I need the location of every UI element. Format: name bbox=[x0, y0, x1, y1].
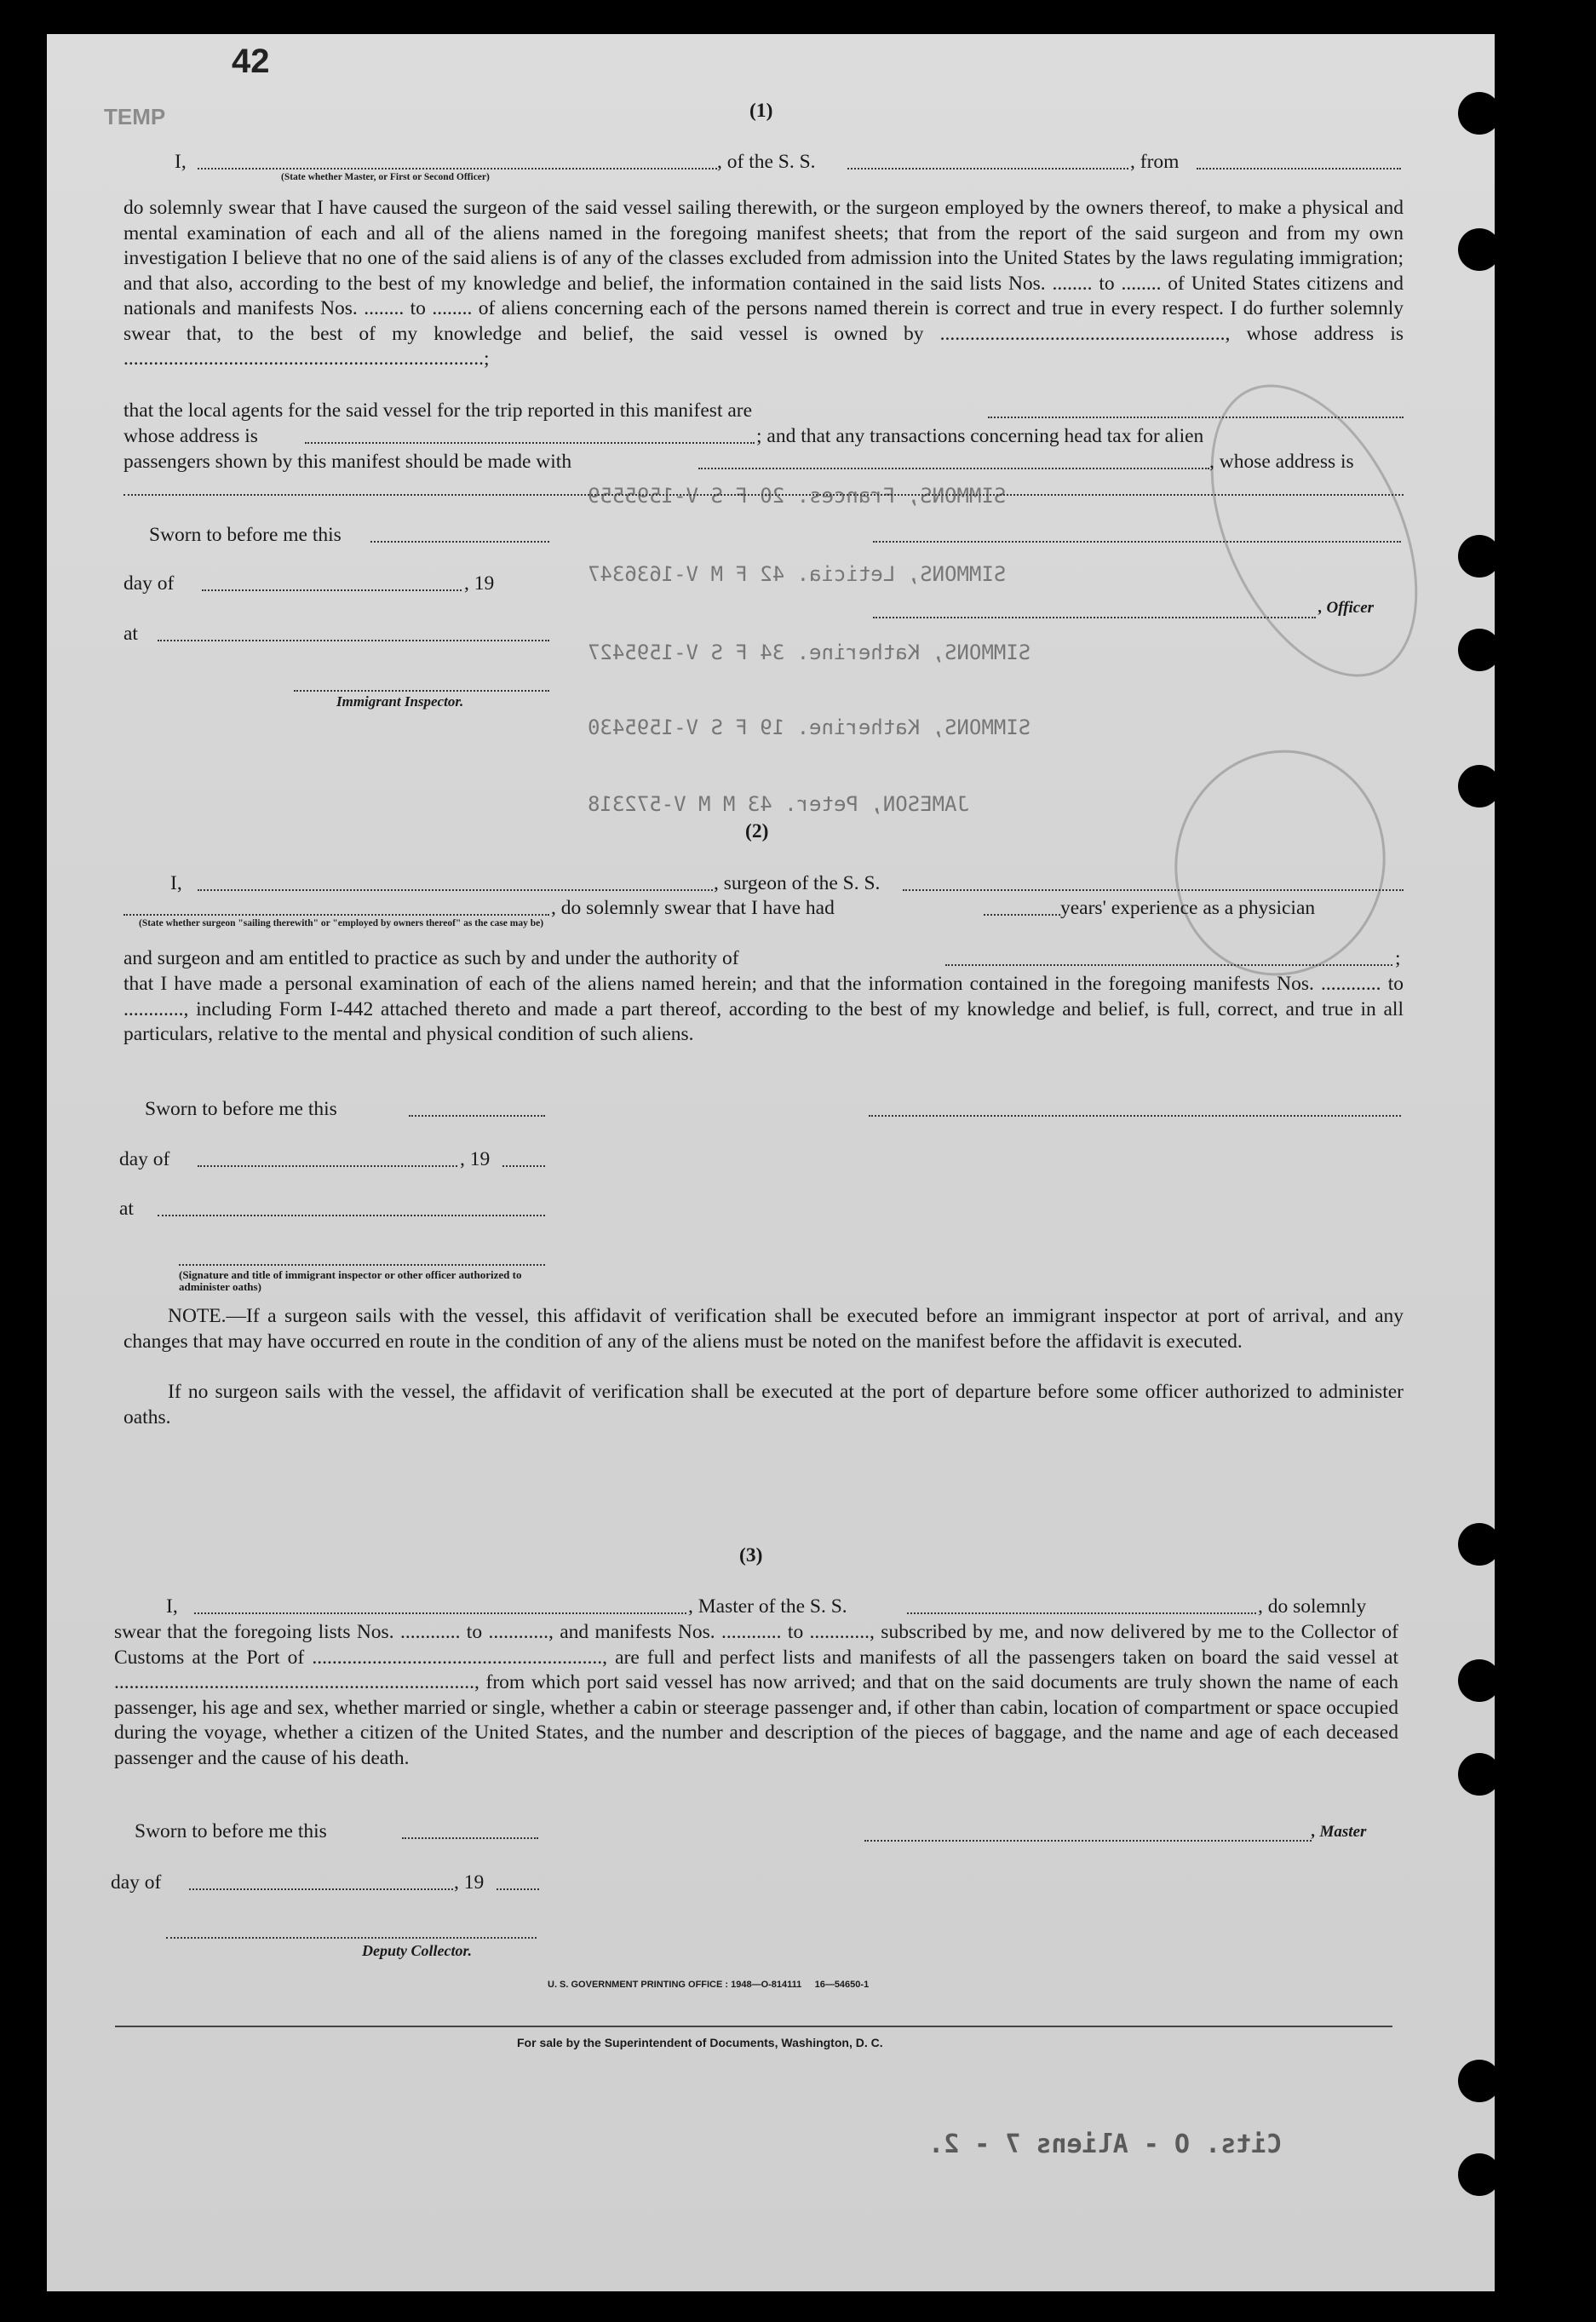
section3-ship-field[interactable] bbox=[907, 1611, 1256, 1614]
binder-hole bbox=[1458, 1523, 1501, 1566]
authority-label: and surgeon and am entitled to practice as such by and under the authority of bbox=[123, 947, 739, 969]
swear-label: , do solemnly swear that I have had bbox=[551, 897, 835, 919]
section3-i: I, bbox=[166, 1595, 178, 1618]
do-solemnly-label: , do solemnly bbox=[1258, 1595, 1367, 1618]
section2-at-label: at bbox=[119, 1198, 134, 1220]
master-label: , Master bbox=[1312, 1823, 1367, 1841]
section2-i: I, bbox=[170, 872, 182, 894]
agents-field[interactable] bbox=[988, 415, 1404, 418]
whose-address-label-2: , whose address is bbox=[1209, 451, 1354, 473]
binder-hole bbox=[1458, 1659, 1501, 1702]
surgeon-status-field[interactable] bbox=[123, 912, 549, 916]
section2-year-field[interactable] bbox=[502, 1164, 545, 1167]
faint-header: TEMP bbox=[104, 104, 166, 129]
head-tax-address-field[interactable] bbox=[123, 492, 1404, 496]
note-paragraph-2: If no surgeon sails with the vessel, the affidavit of verification shall be executed at the port of departure before some officer authorized to administer oaths. bbox=[123, 1381, 1404, 1428]
binder-hole bbox=[1458, 228, 1501, 271]
section2-sworn-label: Sworn to before me this bbox=[145, 1098, 337, 1120]
deputy-signature-field[interactable] bbox=[166, 1935, 537, 1939]
section2-day-of-label: day of bbox=[119, 1148, 170, 1170]
head-tax-label: ; and that any transactions concerning head tax for alien bbox=[756, 425, 1204, 447]
deputy-collector-label: Deputy Collector. bbox=[362, 1942, 472, 1959]
surgeon-of-label: , surgeon of the S. S. bbox=[714, 872, 881, 894]
binder-hole bbox=[1458, 1753, 1501, 1796]
bleedthrough-line: SIMMONS, Katherine. 34 F S V-1595427 bbox=[588, 641, 1031, 664]
section1-i: I, bbox=[175, 151, 187, 173]
binder-hole bbox=[1458, 765, 1501, 808]
section1-number: (1) bbox=[749, 100, 773, 122]
agents-label: that the local agents for the said vessel for the trip reported in this manifest are bbox=[123, 399, 753, 422]
surgeon-name-field[interactable] bbox=[198, 888, 713, 891]
authority-field[interactable] bbox=[945, 963, 1392, 966]
section2-at-field[interactable] bbox=[158, 1213, 545, 1216]
year-label: , 19 bbox=[464, 572, 495, 595]
head-tax-contact-field[interactable] bbox=[698, 466, 1209, 469]
officer-title-field[interactable] bbox=[873, 615, 1316, 618]
day-of-label: day of bbox=[123, 572, 175, 595]
section2-sig-note: (Signature and title of immigrant inspector or other officer authorized to administer oaths) bbox=[179, 1268, 522, 1293]
printing-office-line: U. S. GOVERNMENT PRINTING OFFICE : 1948—O-814111 16—54650-1 bbox=[548, 1980, 870, 1990]
master-of-label: , Master of the S. S. bbox=[688, 1595, 847, 1618]
rank-field[interactable] bbox=[198, 166, 717, 170]
form-page bbox=[47, 34, 1495, 2291]
sworn-label: Sworn to before me this bbox=[149, 524, 342, 546]
inspector-signature-field[interactable] bbox=[294, 688, 549, 692]
rank-note: (State whether Master, or First or Second Officer) bbox=[281, 172, 490, 182]
sworn-field[interactable] bbox=[370, 539, 549, 543]
section3-paragraph: swear that the foregoing lists Nos. ............ to ............, and manifests Nos. ............ to ............, subscribed by me, and now delivered by me to the Collector of Customs at the Port of .........................................................., are full and perfect lists and manifests of all the passengers taken on board the said vessel at ........................................................................, from which port said vessel has now arrived; and that on the said documents are truly shown the name of each passenger, his age and sex, whether married or single, whether a cabin or steerage passenger and, if other than cabin, location of compartment or space occupied during the voyage, whether a citizen of the United States, and the number and description of the pieces of baggage, and the name and age of each deceased passenger and the cause of his death. bbox=[114, 1621, 1398, 1769]
of-the-ss-label: , of the S. S. bbox=[717, 151, 816, 173]
page-number: 42 bbox=[232, 43, 270, 80]
bleedthrough-line: SIMMONS, Frances. 20 F S V-1595559 bbox=[588, 484, 1007, 508]
master-name-field[interactable] bbox=[194, 1611, 686, 1614]
officer-signature-field[interactable] bbox=[873, 539, 1401, 543]
section2-paragraph: that I have made a personal examination of each of the aliens named herein; and that the information contained in the foregoing manifests Nos. ............ to ............, including Form I-442 attached thereto and made a part thereof, according to the best of my knowledge and belief, is full, correct, and true in all particulars, relative to the mental and physical condition of such aliens. bbox=[123, 973, 1404, 1045]
day-field[interactable] bbox=[202, 588, 462, 591]
authority-semicolon: ; bbox=[1395, 947, 1401, 969]
section3-day-field[interactable] bbox=[189, 1887, 453, 1890]
years-exp-label: years' experience as a physician bbox=[1060, 897, 1316, 919]
officer-label: , Officer bbox=[1318, 599, 1375, 617]
surgeon-status-note: (State whether surgeon "sailing therewith" or "employed by owners thereof" as the case may be) bbox=[139, 918, 544, 928]
note-paragraph: NOTE.—If a surgeon sails with the vessel, this affidavit of verification shall be executed before an immigrant inspector at port of arrival, and any changes that may have occurred en route in the condition of any of the aliens must be noted on the manifest before the affidavit is executed. bbox=[123, 1305, 1404, 1353]
bottom-stamp: Cits. O - Aliens 7 - 2. bbox=[928, 2129, 1283, 2159]
binder-hole bbox=[1458, 535, 1501, 578]
passengers-label: passengers shown by this manifest should be made with bbox=[123, 451, 572, 473]
section2-sworn-field[interactable] bbox=[409, 1113, 545, 1117]
bleedthrough-line: SIMMONS, Leticia. 42 F M V-1636347 bbox=[588, 562, 1007, 586]
from-label: , from bbox=[1130, 151, 1180, 173]
section2-year-label: , 19 bbox=[460, 1148, 491, 1170]
section2-signature-field[interactable] bbox=[869, 1113, 1401, 1117]
immigrant-inspector-label: Immigrant Inspector. bbox=[336, 693, 464, 710]
section3-year-field[interactable] bbox=[497, 1887, 539, 1890]
section2-day-field[interactable] bbox=[198, 1164, 457, 1167]
surgeon-ship-field[interactable] bbox=[903, 888, 1404, 891]
section1-paragraph: do solemnly swear that I have caused the surgeon of the said vessel sailing therewith, or the surgeon employed by the owners thereof, to make a physical and mental examination of each and all of the aliens named in the foregoing manifest sheets; that from the report of the said surgeon and from my own investigation I believe that no one of the said aliens is of any of the classes excluded from admission into the United States by the laws regulating immigration; and that also, according to the best of my knowledge and belief, the information contained in the said lists Nos. ........ to ........ of United States citizens and nationals and manifests Nos. ........ to ........ of aliens concerning each of the persons named therein is correct and true in every respect. I do further solemnly swear that, to the best of my knowledge and belief, the said vessel is owned by ........................................................., whose address is ........................................................................; bbox=[123, 197, 1404, 370]
binder-hole bbox=[1458, 2153, 1501, 2196]
at-label: at bbox=[123, 623, 138, 645]
section2-number: (2) bbox=[745, 820, 769, 842]
sale-line: For sale by the Superintendent of Documents, Washington, D. C. bbox=[517, 2036, 883, 2049]
section2-officer-signature-field[interactable] bbox=[179, 1262, 545, 1266]
binder-hole bbox=[1458, 629, 1501, 671]
section3-number: (3) bbox=[739, 1544, 763, 1566]
section3-sworn-field[interactable] bbox=[402, 1836, 538, 1839]
binder-hole bbox=[1458, 92, 1501, 135]
section3-sworn-label: Sworn to before me this bbox=[135, 1820, 327, 1842]
master-signature-field[interactable] bbox=[864, 1838, 1312, 1842]
ship-name-field[interactable] bbox=[847, 166, 1128, 170]
whose-address-label: whose address is bbox=[123, 425, 258, 447]
binder-hole bbox=[1458, 2060, 1501, 2102]
bleedthrough-line: SIMMONS, Katherine. 19 F S V-1595430 bbox=[588, 716, 1031, 739]
agents-address-field[interactable] bbox=[305, 440, 755, 444]
years-field[interactable] bbox=[984, 912, 1060, 916]
section3-day-of-label: day of bbox=[111, 1871, 162, 1894]
section3-year-label: , 19 bbox=[454, 1871, 485, 1894]
at-field[interactable] bbox=[158, 638, 549, 641]
footer-rule bbox=[115, 2026, 1392, 2027]
from-field[interactable] bbox=[1197, 166, 1401, 170]
bleedthrough-line: JAMESON, Peter. 43 M M V-572318 bbox=[588, 792, 969, 816]
